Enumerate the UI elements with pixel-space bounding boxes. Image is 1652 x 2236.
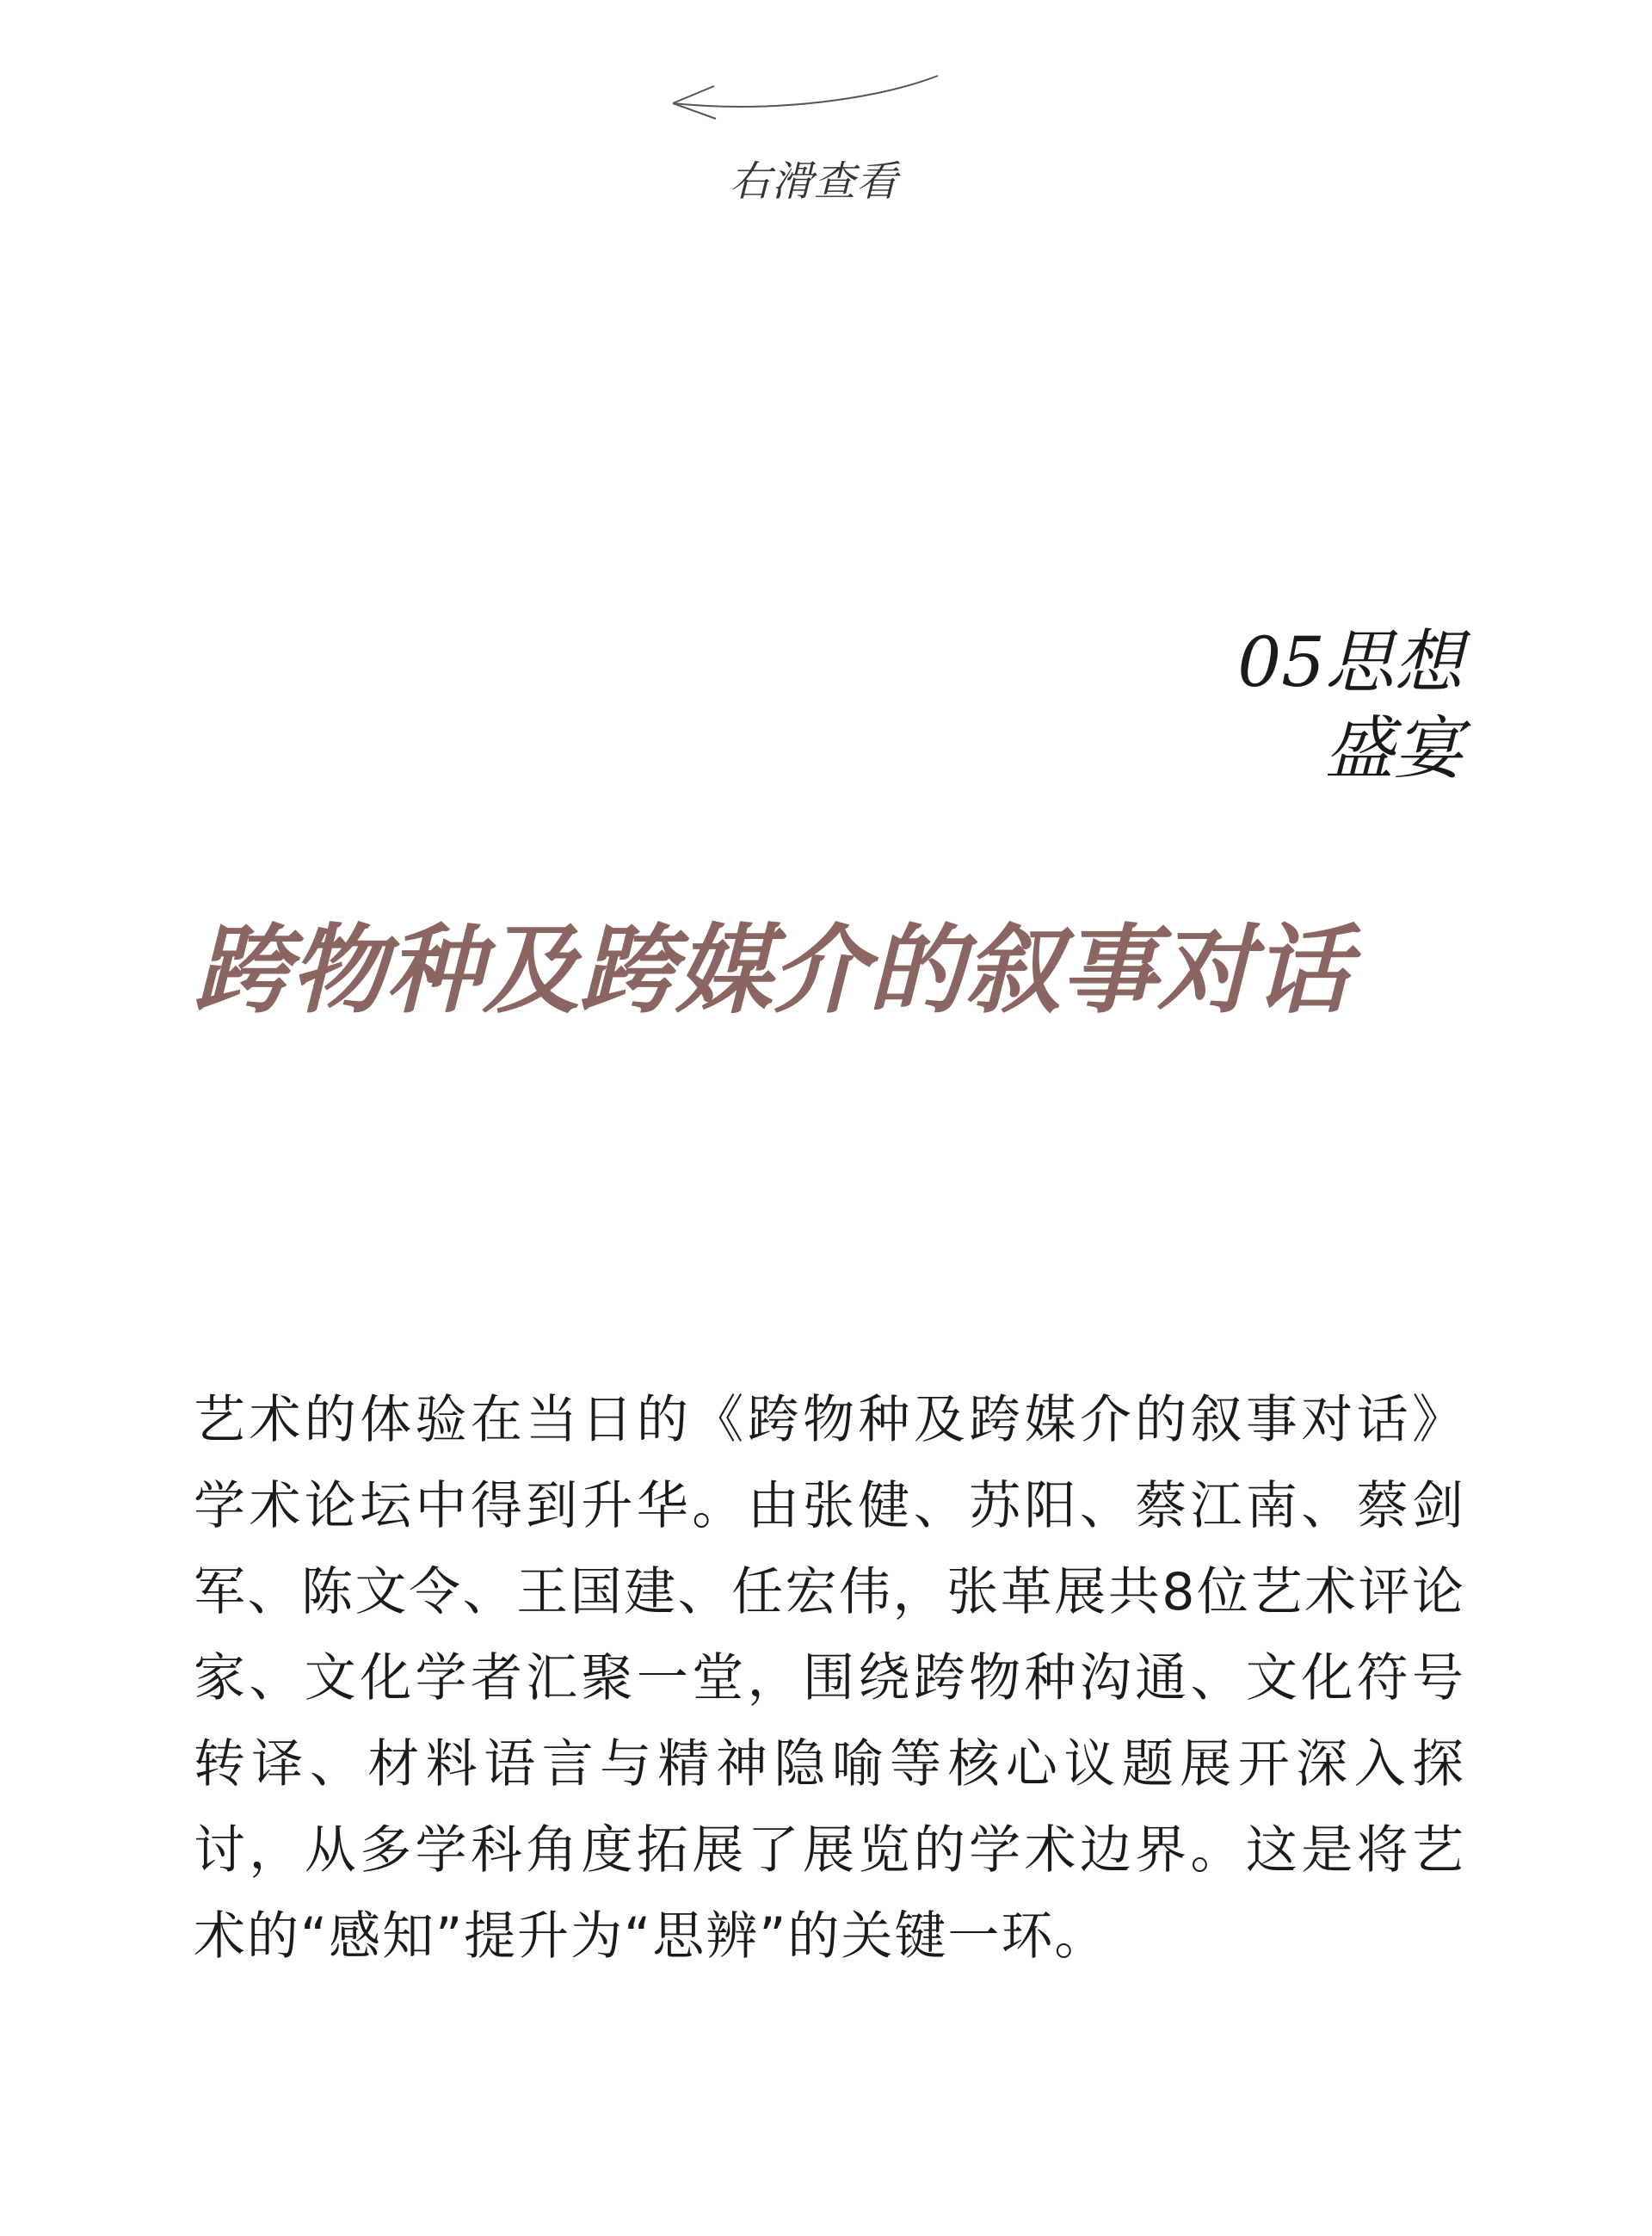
curved-arrow-left-icon <box>663 69 946 129</box>
section-number: 05 <box>1237 622 1325 702</box>
section-heading-line1 <box>1237 620 1463 706</box>
article-body: 艺术的体验在当日的《跨物种及跨媒介的叙事对话》学术论坛中得到升华。由张健、苏阳、蔡江南、蔡剑军、陈文令、王国建、任宏伟，张革展共8位艺术评论家、文化学者汇聚一堂，围绕跨物种沟通、文化符号转译、材料语言与精神隐喻等核心议题展开深入探讨，从多学科角度拓展了展览的学术边界。这是将艺术的“感知”提升为“思辨”的关键一环。 <box>194 1390 1465 1967</box>
swipe-hint[interactable] <box>663 69 955 207</box>
section-title-line1: 思想 <box>1325 622 1463 702</box>
section-title-line2: 盛宴 <box>1325 708 1463 788</box>
section-heading <box>1237 620 1463 792</box>
article-title: 跨物种及跨媒介的叙事对话 <box>194 914 1350 1027</box>
swipe-hint-label: 右滑查看 <box>730 158 899 206</box>
